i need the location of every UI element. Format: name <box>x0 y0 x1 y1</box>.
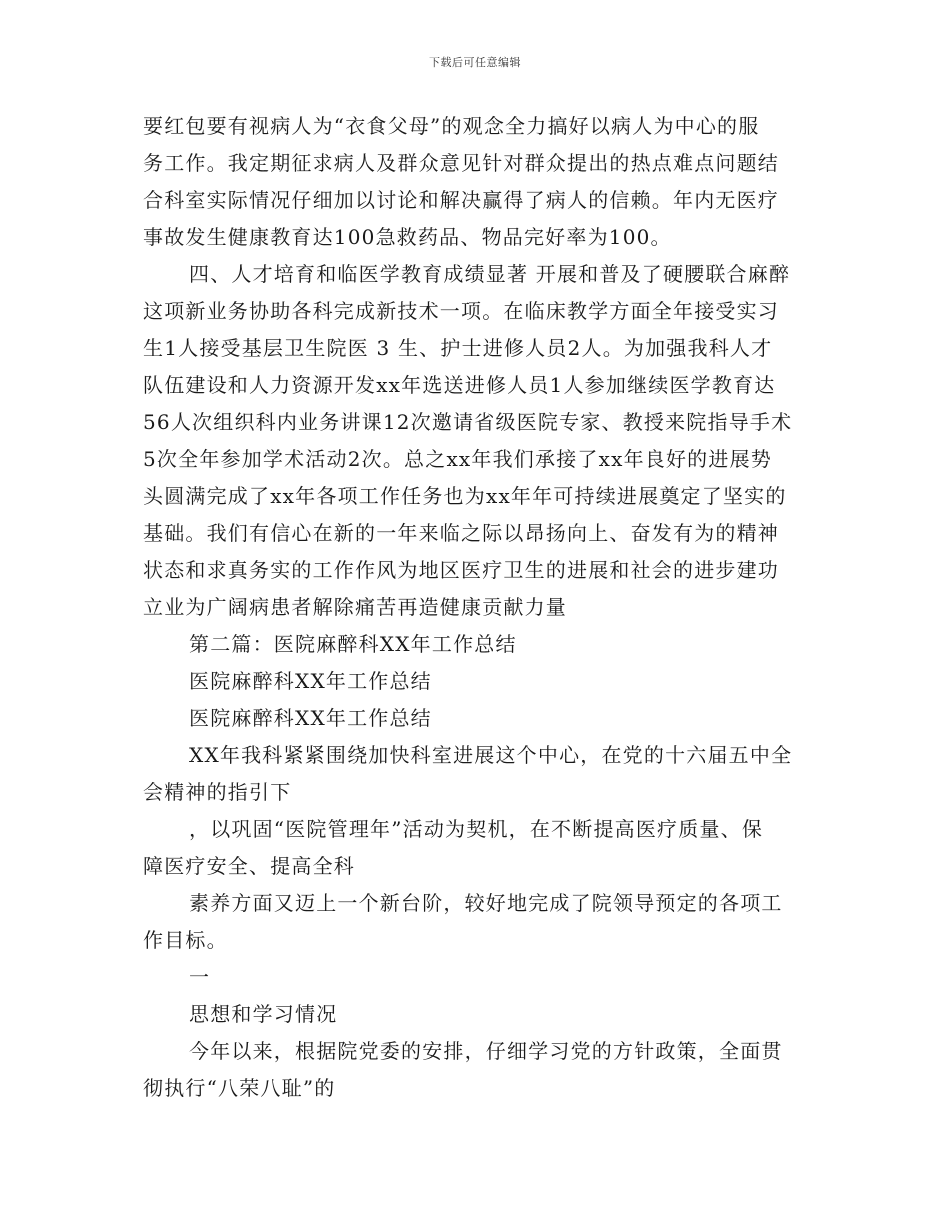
text-line: 头圆满完成了xx年各项工作任务也为xx年年可持续进展奠定了坚实的 <box>143 484 787 508</box>
document-body <box>143 108 811 1107</box>
text-line: 素养方面又迈上一个新台阶，较好地完成了院领导预定的各项工 <box>189 891 783 915</box>
text-line: 这项新业务协助各科完成新技术一项。在临床教学方面全年接受实习 <box>143 299 779 323</box>
text-line: XX年我科紧紧围绕加快科室进展这个中心，在党的十六届五中全 <box>189 743 793 767</box>
text-line: 今年以来，根据院党委的安排，仔细学习党的方针政策，全面贯 <box>189 1039 783 1063</box>
text-line: 要红包要有视病人为“衣食父母”的观念全力搞好以病人为中心的服 <box>143 114 760 138</box>
text-line: 状态和求真务实的工作作风为地区医疗卫生的进展和社会的进步建功 <box>143 558 779 582</box>
text-line: 一 <box>189 965 211 989</box>
text-line: 基础。我们有信心在新的一年来临之际以昂扬向上、奋发有为的精神 <box>143 521 779 545</box>
text-line: 合科室实际情况仔细加以讨论和解决赢得了病人的信赖。年内无医疗 <box>143 188 779 212</box>
text-line: 医院麻醉科XX年工作总结 <box>189 706 432 730</box>
text-line: 第二篇：医院麻醉科XX年工作总结 <box>189 632 517 656</box>
text-line: 思想和学习情况 <box>189 1002 338 1026</box>
text-line: 事故发生健康教育达100急救药品、物品完好率为100。 <box>143 225 672 249</box>
text-line: 作目标。 <box>143 928 228 952</box>
text-line: 医院麻醉科XX年工作总结 <box>189 669 432 693</box>
text-line: 会精神的指引下 <box>143 780 292 804</box>
text-line: 务工作。我定期征求病人及群众意见针对群众提出的热点难点问题结 <box>143 151 779 175</box>
text-line: 5次全年参加学术活动2次。总之xx年我们承接了xx年良好的进展势 <box>143 447 772 471</box>
page-header: 下载后可任意编辑 <box>429 56 521 69</box>
text-line: 立业为广阔病患者解除痛苦再造健康贡献力量 <box>143 595 567 619</box>
text-line: 障医疗安全、提高全科 <box>143 854 355 878</box>
text-line: 彻执行“八荣八耻”的 <box>143 1076 336 1100</box>
text-line: ，以巩固“医院管理年”活动为契机，在不断提高医疗质量、保 <box>189 817 764 841</box>
text-line: 56人次组织科内业务讲课12次邀请省级医院专家、教授来院指导手术 <box>143 410 793 434</box>
text-line: 生1人接受基层卫生院医 3 生、护士进修人员2人。为加强我科人才 <box>143 336 773 360</box>
text-line: 四、人才培育和临医学教育成绩显著 开展和普及了硬腰联合麻醉 <box>189 262 791 286</box>
text-line: 队伍建设和人力资源开发xx年选送进修人员1人参加继续医学教育达 <box>143 373 776 397</box>
